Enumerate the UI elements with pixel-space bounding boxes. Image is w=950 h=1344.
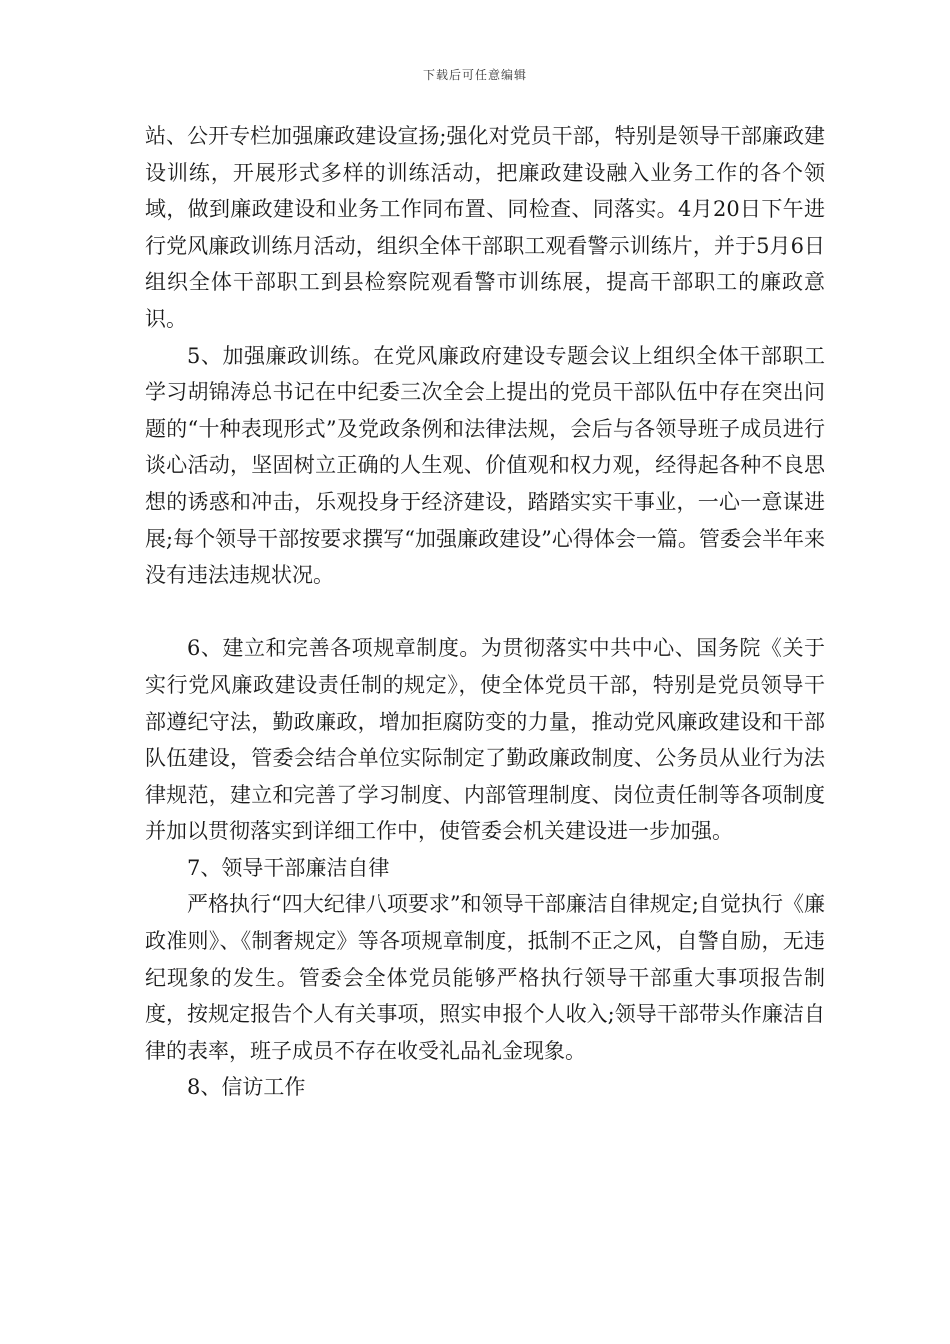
paragraph-continuation: 站、公开专栏加强廉政建设宣扬;强化对党员干部，特别是领导干部廉政建设训练，开展形式多样的训练活动，把廉政建设融入业务工作的各个领域，做到廉政建设和业务工作同布置、同检查、同落实。4月20日下午进行党风廉政训练月活动，组织全体干部职工观看警示训练片，并于5月6日组织全体干部职工到县检察院观看警市训练展，提高干部职工的廉政意识。 [145,124,825,331]
paragraph-item-5: 5、加强廉政训练。在党风廉政府建设专题会议上组织全体干部职工学习胡锦涛总书记在中纪委三次全会上提出的党员干部队伍中存在突出问题的“十种表现形式”及党政条例和法律法规，会后与各领导班子成员进行谈心活动，坚固树立正确的人生观、价值观和权力观，经得起各种不良思想的诱惑和冲击，乐观投身于经济建设，踏踏实实干事业，一心一意谋进展;每个领导干部按要求撰写“加强廉政建设”心得体会一篇。管委会半年来没有违法违规状况。 [145,343,825,588]
document-body [145,118,825,1106]
paragraph-item-7-body: 严格执行“四大纪律八项要求”和领导干部廉洁自律规定;自觉执行《廉政准则》、《制奢规定》等各项规章制度，抵制不正之风，自警自励，无违纪现象的发生。管委会全体党员能够严格执行领导干部重大事项报告制度，按规定报告个人有关事项，照实申报个人收入;领导干部带头作廉洁自律的表率，班子成员不存在收受礼品礼金现象。 [145,892,825,1063]
section-heading-item-8: 8、信访工作 [187,1075,306,1100]
page-header: 下载后可任意编辑 [422,68,527,82]
paragraph-item-6: 6、建立和完善各项规章制度。为贯彻落实中共中心、国务院《关于实行党风廉政建设责任制的规定》，使全体党员干部，特别是党员领导干部遵纪守法，勤政廉政，增加拒腐防变的力量，推动党风廉政建设和干部队伍建设，管委会结合单位实际制定了勤政廉政制度、公务员从业行为法律规范，建立和完善了学习制度、内部管理制度、岗位责任制等各项制度并加以贯彻落实到详细工作中，使管委会机关建设进一步加强。 [145,636,825,844]
paragraph-gap [145,594,825,631]
section-heading-item-7: 7、领导干部廉洁自律 [187,855,390,880]
